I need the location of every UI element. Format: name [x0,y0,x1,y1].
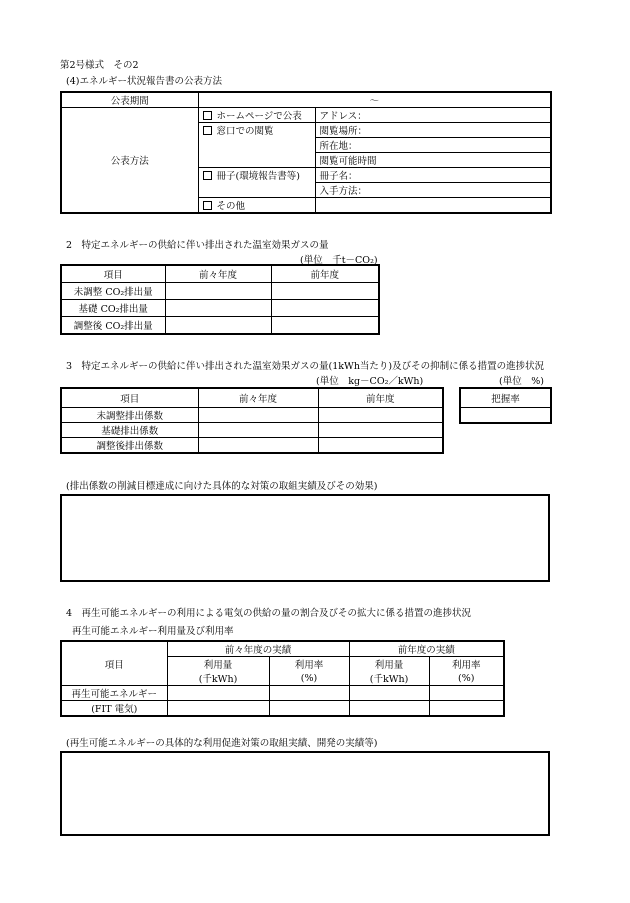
checkbox-icon[interactable] [203,171,212,180]
coefficient-table [60,387,444,454]
row-label: 未調整排出係数 [61,408,198,423]
renewable-measures-textbox[interactable] [60,751,550,836]
cell-input[interactable] [460,408,551,424]
cell-input[interactable] [318,438,443,454]
cell-input[interactable] [167,701,269,717]
period-value[interactable]: 〜 [198,92,551,108]
section-3-unit: (単位 kg－CO₂／kWh) [316,376,424,387]
option-booklet[interactable]: 冊子(環境報告書等) [198,168,315,198]
row-label: 調整後 CO₂排出量 [61,317,165,335]
field-location[interactable]: 所在地： [315,138,551,153]
section-4-note: (再生可能エネルギーの具体的な利用促進対策の取組実績、開発の実績等) [66,738,378,749]
renewable-table [60,640,505,717]
section-3-note: (排出係数の削減目標達成に向けた具体的な対策の取組実績及びその効果) [66,481,378,492]
section-3-unit-pct: (単位 %) [499,376,544,387]
col-capture-rate: 把握率 [460,388,551,408]
row-label: 調整後排出係数 [61,438,198,454]
period-label: 公表期間 [61,92,198,108]
col-item: 項目 [61,641,167,686]
cell-input[interactable] [269,686,349,701]
option-homepage[interactable]: ホームページで公表 [198,108,315,123]
col-prev: 前年度の実績 [349,641,504,657]
cell-input[interactable] [271,317,379,335]
cell-input[interactable] [318,408,443,423]
col-usage: 利用量 [167,657,269,672]
cell-input[interactable] [429,701,504,717]
method-label: 公表方法 [61,108,198,214]
row-label: 基礎排出係数 [61,423,198,438]
col-prev2: 前々年度 [165,265,271,283]
cell-input[interactable] [271,283,379,300]
field-view-time[interactable]: 閲覧可能時間 [315,153,551,168]
section-4-title: 4 再生可能エネルギーの利用による電気の供給の量の割合及びその拡大に係る措置の進捗状況 [66,608,472,619]
field-address[interactable]: アドレス： [315,108,551,123]
cell-input[interactable] [198,423,318,438]
col-item: 項目 [61,388,198,408]
cell-input[interactable] [165,300,271,317]
field-obtain[interactable]: 入手方法： [315,183,551,198]
col-usage-unit: (千kWh) [167,671,269,686]
col-item: 項目 [61,265,165,283]
checkbox-icon[interactable] [203,201,212,210]
col-prev: 前年度 [271,265,379,283]
cell-input[interactable] [271,300,379,317]
cell-input[interactable] [349,686,429,701]
form-number: 第2号様式 その2 [60,60,139,71]
field-other[interactable] [315,198,551,214]
row-label: (FIT 電気) [61,701,167,717]
section-4-heading: (4)エネルギー状況報告書の公表方法 [66,76,222,87]
measures-textbox[interactable] [60,494,550,582]
field-view-place[interactable]: 閲覧場所： [315,123,551,138]
option-window[interactable]: 窓口での閲覧 [198,123,315,168]
section-2-title: 2 特定エネルギーの供給に伴い排出された温室効果ガスの量 [66,240,329,251]
co2-table [60,264,380,335]
col-prev: 前年度 [318,388,443,408]
section-2-unit: (単位 千t－CO₂) [300,255,378,266]
cell-input[interactable] [349,701,429,717]
col-usage-unit: (千kWh) [349,671,429,686]
row-label: 再生可能エネルギー [61,686,167,701]
col-rate-unit: (%) [429,671,504,686]
cell-input[interactable] [165,317,271,335]
col-rate-unit: (%) [269,671,349,686]
option-other[interactable]: その他 [198,198,315,214]
checkbox-icon[interactable] [203,111,212,120]
cell-input[interactable] [429,686,504,701]
col-usage: 利用量 [349,657,429,672]
row-label: 未調整 CO₂排出量 [61,283,165,300]
cell-input[interactable] [318,423,443,438]
cell-input[interactable] [165,283,271,300]
section-4-subtitle: 再生可能エネルギー利用量及び利用率 [72,626,234,637]
col-prev2: 前々年度の実績 [167,641,349,657]
col-prev2: 前々年度 [198,388,318,408]
publication-table [60,91,552,214]
cell-input[interactable] [198,408,318,423]
section-3-title: 3 特定エネルギーの供給に伴い排出された温室効果ガスの量(1kWh当たり)及びその抑制に係る措置の進捗状況 [66,361,545,372]
checkbox-icon[interactable] [203,126,212,135]
cell-input[interactable] [269,701,349,717]
cell-input[interactable] [198,438,318,454]
cell-input[interactable] [167,686,269,701]
capture-rate-table [459,387,552,424]
row-label: 基礎 CO₂排出量 [61,300,165,317]
field-booklet-name[interactable]: 冊子名： [315,168,551,183]
col-rate: 利用率 [429,657,504,672]
col-rate: 利用率 [269,657,349,672]
